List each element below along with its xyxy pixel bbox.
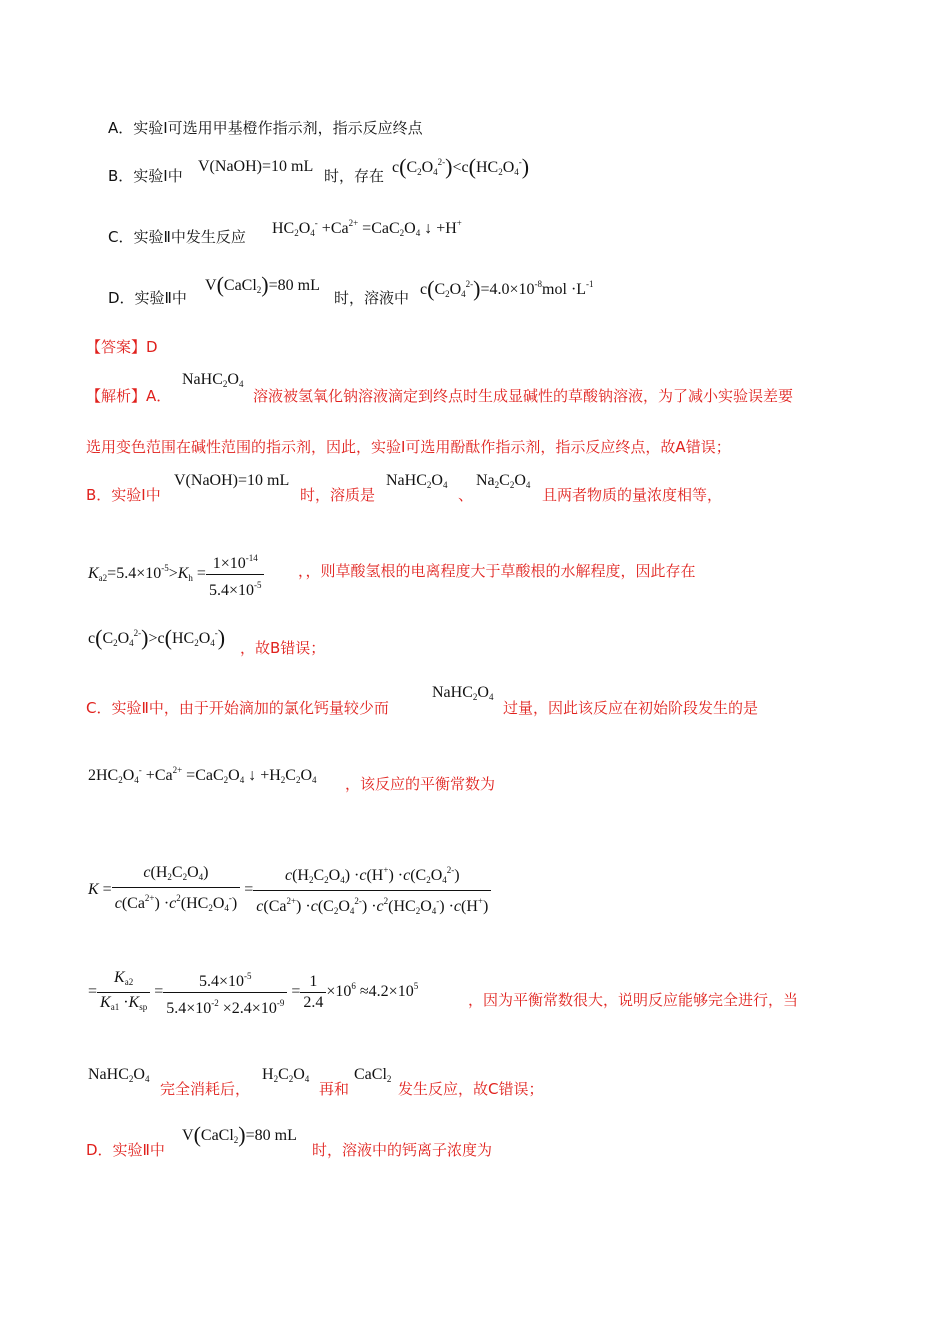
- option-b-mid: 时，存在: [324, 167, 385, 185]
- option-d-mid: 时，溶液中: [334, 289, 410, 307]
- analysis-c-end3: 发生反应，故C错误；: [398, 1080, 544, 1098]
- formula-na2c2o4: $Na_2C_2O_4$: [476, 472, 531, 490]
- analysis-c-eq-tail: ，该反应的平衡常数为: [345, 775, 496, 793]
- analysis-c-tail: 过量，因此该反应在初始阶段发生的是: [503, 699, 759, 717]
- formula-nahc2o4-3: $NaHC_2O_4$: [432, 684, 494, 702]
- analysis-b-sep: 、: [458, 486, 474, 504]
- formula-d-conc: $c(C_2O_4^{2-})=4.0\times 10^{-8}mol \cdot L^{-1}$: [420, 276, 594, 301]
- formula-c-reaction: $HC_2O_4^- +Ca^{2+} =CaC_2O_4$ ↓ +H+: [272, 218, 462, 238]
- formula-k-expression: K = $\frac{c(H_2C_2O_4)}{c(Ca^{2+}) \cdot c^2(HC_2O_4^-)}$ = $\frac{c(H_2C_2O_4) \cdot c(H^+) \cdot c(C_2O_4^{2-})}{c(Ca^{2+}) \cdot c(C_2O_4^{2-}) \cdot c^2(HC_2O_4^-) \cdot c(H^+)}$: [88, 860, 491, 921]
- analysis-ka-tail: ，，则草酸氢根的电离程度大于草酸根的水解程度，因此存在: [298, 562, 696, 580]
- formula-nahc2o4-2: $NaHC_2O_4$: [386, 472, 448, 490]
- answer-label: 【答案】D: [86, 338, 158, 356]
- analysis-b-tail: 且两者物质的量浓度相等，: [542, 486, 723, 504]
- analysis-a-line2: 选用变色范围在碱性范围的指示剂，因此，实验Ⅰ可选用酚酞作指示剂，指示反应终点，故A错误；: [86, 438, 731, 456]
- analysis-c-end2: 再和: [319, 1080, 350, 1098]
- formula-nahc2o4: $NaHC_2O_4$: [182, 371, 244, 389]
- option-d-lead: D．实验Ⅱ中: [108, 289, 187, 307]
- analysis-b-lead: B．实验Ⅰ中: [86, 486, 161, 504]
- formula-v-cacl2: V(CaCl$_2$)=80 mL: [205, 272, 320, 297]
- formula-ka2-kh: $K_{a2}=5.4\times 10^{-5}>K_h$ = $\frac{1\times 10^{-14}}{5.4\times 10^{-5}}$: [88, 548, 264, 601]
- formula-b-compare: $c(C_2O_4^{2-})<c(HC_2O_4^-)$: [392, 154, 530, 179]
- analysis-b-mid: 时，溶质是: [300, 486, 376, 504]
- formula-k-value: = $\frac{K_{a2}}{K_{a1} \cdot K_{sp}}$ = $\frac{5.4\times 10^{-5}}{5.4\times 10^{-2} \times 2.4\times 10^{-9}}$ = $\frac{1}{2.4}$ $\times 10^6 \approx 4.2\times 10^5$: [88, 969, 419, 1017]
- analysis-d-tail: 时，溶液中的钙离子浓度为: [312, 1141, 493, 1159]
- formula-v-cacl2-2: V(CaCl$_2$)=80 mL: [182, 1122, 297, 1147]
- analysis-b-end: ，故B错误；: [240, 639, 326, 657]
- formula-cacl2: CaCl$_2$: [354, 1066, 392, 1084]
- formula-v-naoh-2: V(NaOH)=10 mL: [174, 472, 290, 489]
- analysis-d-lead: D．实验Ⅱ中: [86, 1141, 165, 1159]
- option-c-lead: C．实验Ⅱ中发生反应: [108, 228, 246, 246]
- option-a: A．实验Ⅰ可选用甲基橙作指示剂，指示反应终点: [108, 119, 423, 137]
- analysis-k-tail: ，因为平衡常数很大，说明反应能够完全进行，当: [468, 991, 799, 1009]
- formula-v-naoh: V(NaOH)=10 mL: [198, 158, 314, 175]
- formula-b-result: $c(C_2O_4^{2-})>c(HC_2O_4^-)$: [88, 625, 226, 650]
- analysis-a-tail: 溶液被氢氧化钠溶液滴定到终点时生成显碱性的草酸钠溶液，为了减小实验误差要: [253, 387, 794, 405]
- analysis-c-end1: 完全消耗后，: [160, 1080, 251, 1098]
- formula-h2c2o4: $H_2C_2O_4$: [262, 1066, 310, 1084]
- formula-c-eq: $2HC_2O_4^- +Ca^{2+} =CaC_2O_4$ ↓ $+H_2C_2O_4$: [88, 765, 317, 785]
- analysis-c-lead: C．实验Ⅱ中，由于开始滴加的氯化钙量较少而: [86, 699, 389, 717]
- option-b-lead: B．实验Ⅰ中: [108, 167, 183, 185]
- analysis-a-lead: 【解析】A．: [86, 387, 172, 405]
- formula-nahc2o4-4: $NaHC_2O_4$: [88, 1066, 150, 1084]
